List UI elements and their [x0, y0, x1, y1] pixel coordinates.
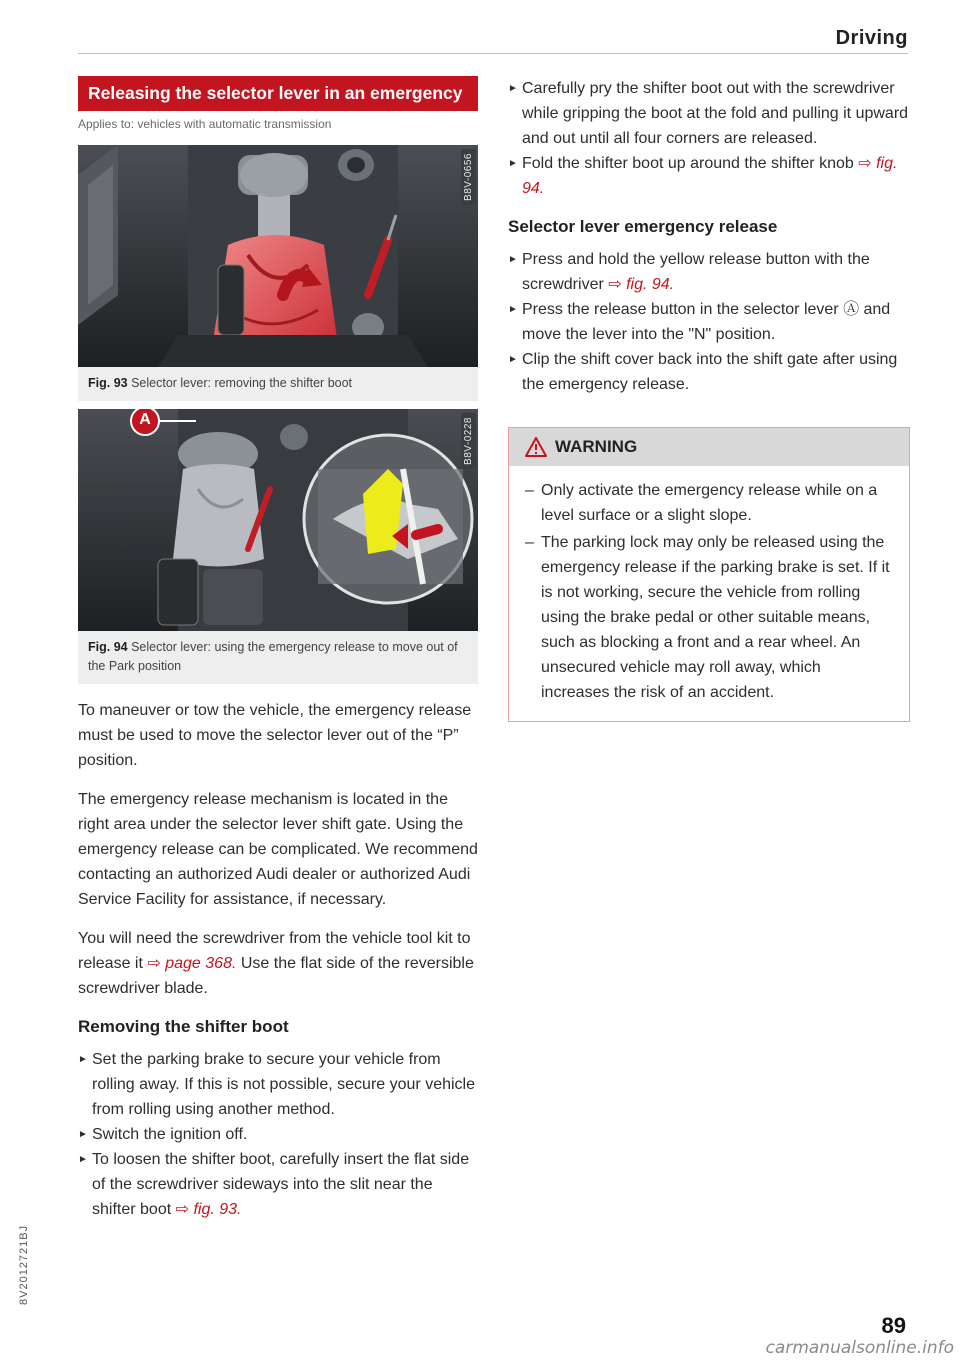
paragraph-mechanism: The emergency release mechanism is located in the right area under the selector lever shift gate. Using the emergency release can be complicated. We recommend contacting an authorized Audi dealer or authorized Audi Service Facility for assistance, if necessary.	[78, 791, 478, 908]
warning-body	[509, 466, 909, 721]
list-item	[508, 347, 910, 397]
figure-94-label: Fig. 94	[88, 640, 128, 654]
figure-94-code: B8V-0228	[461, 413, 476, 469]
paragraph-maneuver: To maneuver or tow the vehicle, the emergency release must be used to move the selector lever out of the “P” position.	[78, 702, 472, 769]
list-item	[508, 76, 910, 151]
list-item	[508, 297, 910, 347]
left-column	[78, 76, 478, 1222]
list-item	[508, 247, 910, 297]
warning-title: WARNING	[555, 437, 638, 456]
figure-94-caption-text: Selector lever: using the emergency release to move out of the Park position	[88, 640, 458, 673]
step-text: Carefully pry the shifter boot out with the screwdriver while gripping the boot at the fold and pulling it upward and out until all four corners are released.	[522, 80, 909, 147]
emergency-release-illustration	[78, 409, 478, 631]
figure-94-image	[78, 409, 478, 631]
figure-93-caption-text: Selector lever: removing the shifter boot	[131, 376, 353, 390]
step-text: Press the release button in the selector lever Ⓐ and move the lever into the "N" position.	[522, 301, 891, 343]
warning-triangle-icon	[525, 437, 547, 457]
step-text: Set the parking brake to secure your vehicle from rolling away. If this is not possible, secure your vehicle from rolling using another method.	[92, 1051, 475, 1118]
figure-93-code: B8V-0656	[461, 149, 476, 205]
page-368-link[interactable]: ⇨ page 368.	[147, 955, 237, 972]
step-text: To loosen the shifter boot, carefully insert the flat side of the screwdriver sideways into the slit near the shifter boot	[92, 1151, 470, 1218]
right-column	[508, 76, 910, 722]
page-number: 89	[881, 1313, 906, 1338]
paragraph-screwdriver	[78, 926, 478, 1001]
paragraph-screwdriver-text: You will need the screwdriver from the vehicle tool kit to release it	[78, 930, 471, 972]
section-banner: Releasing the selector lever in an emergency	[78, 76, 478, 111]
document-code: 8V2012721BJ	[18, 1224, 30, 1305]
paragraph-screwdriver-tail: Use the flat side of the reversible screwdriver blade.	[78, 955, 474, 997]
list-item	[78, 1122, 478, 1147]
step-text: Press and hold the yellow release button with the screwdriver	[522, 251, 870, 293]
step-text: Switch the ignition off.	[92, 1126, 248, 1143]
fig-94-link[interactable]: ⇨ fig. 94.	[608, 276, 675, 293]
figure-94-caption	[78, 631, 478, 684]
watermark: carmanualsonline.info	[765, 1338, 954, 1358]
emergency-release-steps	[508, 247, 910, 397]
applies-to: Applies to: vehicles with automatic transmission	[78, 117, 332, 131]
header-rule	[78, 53, 908, 54]
list-item	[78, 1147, 478, 1222]
warning-header	[509, 428, 909, 466]
step-text: Clip the shift cover back into the shift gate after using the emergency release.	[522, 351, 898, 393]
subhead-emergency-release: Selector lever emergency release	[508, 217, 778, 236]
subhead-removing-boot: Removing the shifter boot	[78, 1017, 289, 1036]
warning-box	[508, 427, 910, 722]
callout-a-label: A	[139, 411, 151, 428]
list-item	[508, 151, 910, 201]
figure-93-caption	[78, 367, 478, 401]
section-title: Driving	[835, 27, 908, 49]
fig-94-link[interactable]: ⇨ fig. 94.	[522, 155, 898, 197]
boot-steps-continued	[508, 76, 910, 201]
figure-93	[78, 145, 478, 401]
fig-93-link[interactable]: ⇨ fig. 93.	[175, 1201, 242, 1218]
figure-93-label: Fig. 93	[88, 376, 128, 390]
list-item: – Only activate the emergency release while on a level surface or a slight slope.	[525, 478, 893, 528]
figure-93-image	[78, 145, 478, 367]
removing-boot-steps	[78, 1047, 478, 1222]
list-item: – The parking lock may only be released using the emergency release if the parking brake is set. If it is not working, secure the vehicle from rolling using the brake pedal or other suitable means, such as blocking a front and a rear wheel. An unsecured vehicle may roll away, which increases the risk of an accident.	[525, 530, 893, 705]
warning-list	[525, 478, 893, 705]
step-text: Fold the shifter boot up around the shifter knob	[522, 155, 859, 172]
list-item	[78, 1047, 478, 1122]
shifter-boot-illustration	[78, 145, 478, 367]
figure-94	[78, 409, 478, 684]
